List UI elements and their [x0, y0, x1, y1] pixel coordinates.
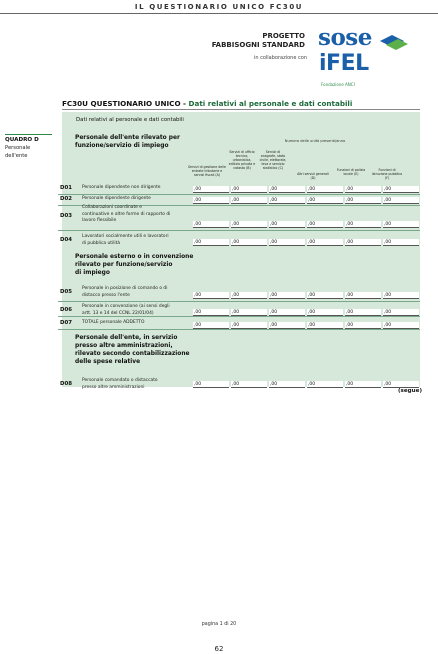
- value-field-d07-col2[interactable]: ,00: [231, 322, 267, 329]
- row-divider: [58, 230, 420, 231]
- value-field-d01-col1[interactable]: ,00: [193, 186, 229, 193]
- value-field-d08-col2[interactable]: ,00: [231, 381, 267, 388]
- row-label-line: di pubblica utilità: [82, 240, 121, 246]
- section-3-line-3: rilevato secondo contabilizzazione: [75, 351, 190, 357]
- quadro-label: QUADRO D: [5, 137, 39, 143]
- row-code: D02: [60, 196, 72, 202]
- section-3-line-2: presso altre amministrazioni,: [75, 343, 173, 349]
- row-label-line: Lavoratori socialmente utili e lavoratori: [82, 234, 169, 239]
- column-header-c: Servizi di anagrafe, stato civile, elettorale, leva e servizio statistico (C): [259, 150, 287, 170]
- value-field-d06-col4[interactable]: ,00: [307, 309, 343, 316]
- row-label: [82, 378, 158, 391]
- value-field-d05-col3[interactable]: ,00: [269, 292, 305, 299]
- quadro-subtitle-1: Personale: [5, 145, 31, 151]
- section-2-line-1: Personale esterno o in convenzione: [75, 254, 194, 260]
- value-field-d07-col1[interactable]: ,00: [193, 322, 229, 329]
- section-2-line-2: rilevato per funzione/servizio: [75, 262, 173, 268]
- value-field-d06-col2[interactable]: ,00: [231, 309, 267, 316]
- row-divider: [58, 329, 420, 330]
- page-header-title: IL QUESTIONARIO UNICO FC30U: [134, 3, 304, 11]
- row-label: [82, 196, 151, 203]
- row-label-line: Personale comandato o distaccato: [82, 378, 158, 383]
- section-label: Dati relativi al personale e dati contabili: [76, 117, 184, 123]
- row-label-line: Personale dipendente dirigente: [82, 196, 151, 201]
- column-header-f: Funzioni di istruzione pubblica (F): [371, 168, 403, 180]
- row-label: [82, 234, 169, 247]
- quadro-divider: [5, 134, 52, 135]
- title-divider: [62, 109, 420, 110]
- section-3-line-4: delle spese relative: [75, 359, 141, 365]
- row-label-line: Personale in posizione di comando o di: [82, 286, 168, 291]
- row-label-line: Personale in convenzione (ai sensi degli: [82, 304, 170, 309]
- value-field-d04-col1[interactable]: ,00: [193, 239, 229, 246]
- value-field-d01-col2[interactable]: ,00: [231, 186, 267, 193]
- row-label-line: distacco presso l'ente: [82, 292, 130, 298]
- header-divider: [0, 13, 438, 14]
- row-divider: [58, 194, 420, 195]
- row-label-line: artt. 13 e 14 del CCNL 22/01/04): [82, 310, 154, 316]
- value-field-d03-col6[interactable]: ,00: [383, 221, 419, 228]
- ifel-logo: iFEL: [319, 51, 369, 76]
- value-field-d02-col5[interactable]: ,00: [345, 197, 381, 204]
- project-label-2: FABBISOGNI STANDARD: [211, 41, 305, 49]
- page-indicator: pagina 1 di 20: [201, 622, 237, 627]
- project-label-1: PROGETTO: [262, 32, 305, 40]
- value-field-d07-col5[interactable]: ,00: [345, 322, 381, 329]
- value-field-d04-col5[interactable]: ,00: [345, 239, 381, 246]
- section-1-line-1: Personale dell'ente rilevato per: [75, 135, 180, 141]
- value-field-d02-col1[interactable]: ,00: [193, 197, 229, 204]
- quadro-subtitle-2: dell'ente: [5, 152, 28, 159]
- row-label: [82, 320, 144, 327]
- row-code: D03: [60, 213, 72, 219]
- section-2-line-3: di impiego: [75, 270, 110, 276]
- row-code: D08: [60, 381, 72, 387]
- row-label: [82, 286, 167, 299]
- value-field-d08-col3[interactable]: ,00: [269, 381, 305, 388]
- section-heading-1: [75, 134, 180, 150]
- row-label: [82, 185, 161, 192]
- row-label-line: continuative e altre forme di rapporto di: [82, 211, 171, 217]
- form-title-suffix: Dati relativi al personale e dati contabili: [188, 99, 353, 108]
- row-label-line: lavoro flessibile: [82, 218, 117, 223]
- sose-logo: sose: [318, 24, 372, 51]
- value-field-d05-col4[interactable]: ,00: [307, 292, 343, 299]
- value-field-d03-col5[interactable]: ,00: [345, 221, 381, 228]
- value-field-d03-col4[interactable]: ,00: [307, 221, 343, 228]
- value-field-d07-col4[interactable]: ,00: [307, 322, 343, 329]
- column-header-e: Funzioni di polizia locale (E): [336, 168, 366, 176]
- row-code: D01: [60, 185, 72, 191]
- value-field-d05-col1[interactable]: ,00: [193, 292, 229, 299]
- row-label-line: TOTALE personale ADDETTO: [82, 320, 145, 325]
- value-field-d03-col1[interactable]: ,00: [193, 221, 229, 228]
- value-field-d08-col5[interactable]: ,00: [345, 381, 381, 388]
- value-field-d08-col1[interactable]: ,00: [193, 381, 229, 388]
- section-heading-3: [75, 334, 190, 366]
- value-field-d03-col2[interactable]: ,00: [231, 221, 267, 228]
- logo-block: [211, 24, 425, 96]
- column-header-a: Servizi di gestione delle entrate tributarie e servizi fiscali (A): [188, 165, 227, 177]
- value-field-d04-col6[interactable]: ,00: [383, 239, 419, 246]
- value-field-d05-col5[interactable]: ,00: [345, 292, 381, 299]
- value-field-d05-col2[interactable]: ,00: [231, 292, 267, 299]
- section-heading-2: [75, 253, 193, 277]
- value-field-d02-col6[interactable]: ,00: [383, 197, 419, 204]
- row-divider: [58, 301, 420, 302]
- collaboration-label: in collaborazione con: [253, 55, 307, 61]
- value-field-d06-col1[interactable]: ,00: [193, 309, 229, 316]
- value-field-d01-col3[interactable]: ,00: [269, 186, 305, 193]
- row-label-line: Personale dipendente non dirigente: [82, 185, 161, 190]
- row-label-line: Collaborazioni coordinate e: [82, 205, 142, 210]
- form-title-prefix: FC30U QUESTIONARIO UNICO -: [62, 99, 189, 108]
- row-code: D06: [60, 307, 72, 313]
- row-label: [82, 205, 170, 225]
- form-title: [62, 99, 352, 108]
- value-field-d04-col3[interactable]: ,00: [269, 239, 305, 246]
- value-field-d04-col2[interactable]: ,00: [231, 239, 267, 246]
- value-field-d06-col6[interactable]: ,00: [383, 309, 419, 316]
- column-header-d: Altri servizi generali (D): [297, 172, 329, 180]
- value-field-d08-col6[interactable]: ,00: [383, 381, 419, 388]
- row-code: D04: [60, 237, 72, 243]
- value-field-d08-col4[interactable]: ,00: [307, 381, 343, 388]
- row-divider: [58, 316, 420, 317]
- row-code: D07: [60, 320, 72, 326]
- value-field-d01-col6[interactable]: ,00: [383, 186, 419, 193]
- value-field-d06-col5[interactable]: ,00: [345, 309, 381, 316]
- value-field-d02-col3[interactable]: ,00: [269, 197, 305, 204]
- value-field-d01-col4[interactable]: ,00: [307, 186, 343, 193]
- value-field-d06-col3[interactable]: ,00: [269, 309, 305, 316]
- fondazione-label: Fondazione ANCI: [321, 82, 355, 87]
- section-1-line-2: funzione/servizio di impiego: [75, 143, 169, 149]
- value-field-d02-col2[interactable]: ,00: [231, 197, 267, 204]
- quadro-subtitle: [5, 145, 30, 160]
- value-field-d03-col3[interactable]: ,00: [269, 221, 305, 228]
- value-field-d01-col5[interactable]: ,00: [345, 186, 381, 193]
- sose-logo-mark: [378, 30, 410, 52]
- value-field-d07-col3[interactable]: ,00: [269, 322, 305, 329]
- section-3-line-1: Personale dell'ente, in servizio: [75, 335, 178, 341]
- value-field-d04-col4[interactable]: ,00: [307, 239, 343, 246]
- value-field-d07-col6[interactable]: ,00: [383, 322, 419, 329]
- value-field-d05-col6[interactable]: ,00: [383, 292, 419, 299]
- row-code: D05: [60, 289, 72, 295]
- columns-group-label: Numero delle unità presenti/anno: [284, 139, 346, 143]
- row-label-line: presso altre amministrazioni: [82, 384, 145, 390]
- page-number: 62: [214, 645, 224, 653]
- continue-label: (segue): [398, 388, 423, 394]
- column-header-b: Servizi di ufficio tecnico, urbanistica, edilizia privata e catasto (B): [228, 150, 256, 170]
- value-field-d02-col4[interactable]: ,00: [307, 197, 343, 204]
